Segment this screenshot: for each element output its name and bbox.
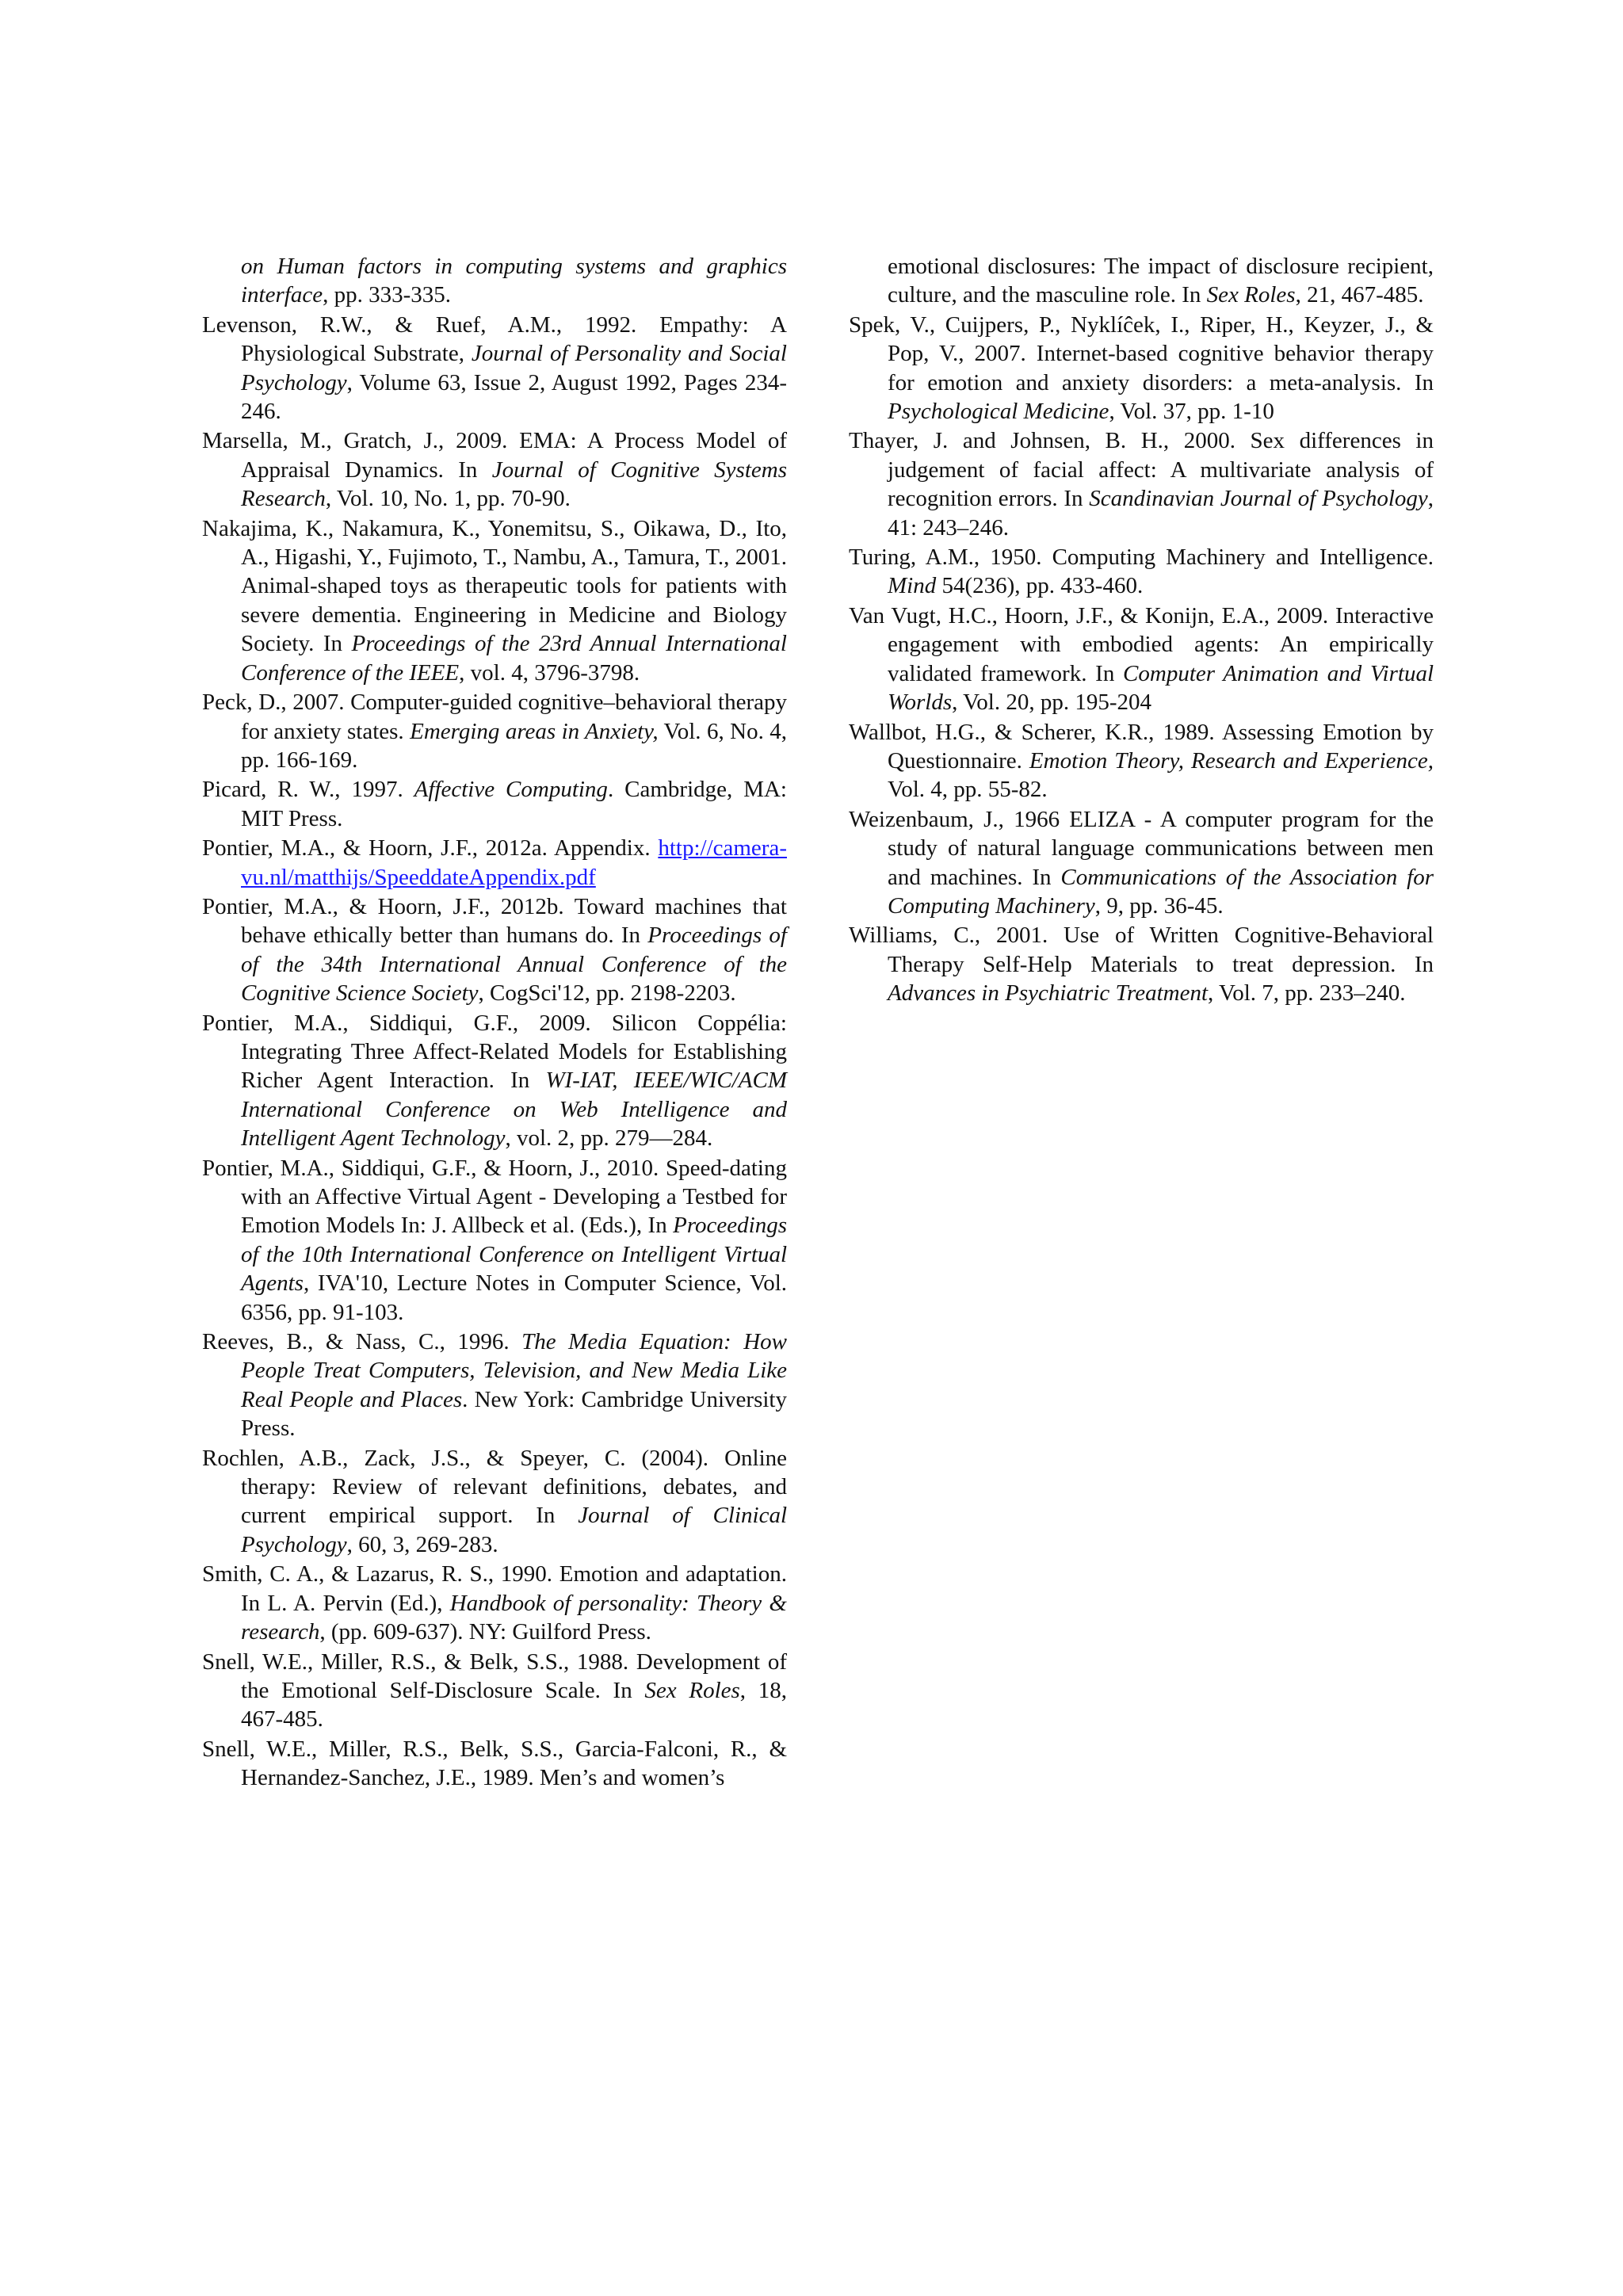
- reference-entry: [849, 921, 1434, 1007]
- reference-text: 54(236), pp. 433-460.: [936, 573, 1144, 599]
- reference-italic-text: on Human factors in computing systems and graphics interface: [241, 254, 787, 308]
- reference-text: Levenson, R.W., & Ruef, A.M., 1992. Empathy: A Physiological Substrate,: [202, 311, 787, 367]
- reference-entry: [202, 426, 787, 513]
- reference-entry: [202, 775, 787, 833]
- reference-entry: [849, 311, 1434, 426]
- reference-italic-text: Journal of Clinical Psychology: [241, 1503, 788, 1557]
- reference-text: , pp. 333-335.: [323, 282, 451, 308]
- reference-text: , Vol. 10, No. 1, pp. 70-90.: [325, 486, 571, 512]
- reference-italic-text: The Media Equation: How People Treat Computers, Television, and New Media Like Real People and Places: [241, 1329, 788, 1412]
- reference-text: Williams, C., 2001. Use of Written Cognitive-Behavioral Therapy Self-Help Materials to treat depression. In: [849, 923, 1434, 977]
- reference-entry: [202, 514, 787, 687]
- reference-text: Pontier, M.A., Siddiqui, G.F., 2009. Silicon Coppélia: Integrating Three Affect-Related Models for Establishing Richer Agent Interaction. In: [202, 1010, 787, 1094]
- reference-text: . New York: Cambridge University Press.: [241, 1386, 787, 1442]
- reference-text: , (pp. 609-637). NY: Guilford Press.: [319, 1619, 651, 1645]
- reference-italic-text: Sex Roles: [1206, 282, 1296, 308]
- reference-text: , vol. 2, pp. 279—284.: [505, 1125, 713, 1152]
- reference-link[interactable]: http://camera-vu.nl/matthijs/SpeeddateAppendix.pdf: [241, 835, 787, 890]
- reference-text: Weizenbaum, J., 1966 ELIZA - A computer program for the study of natural language communications between men and machines. In: [849, 806, 1434, 890]
- reference-entry: [202, 892, 787, 1008]
- reference-text: , Vol. 20, pp. 195-204: [952, 690, 1152, 716]
- reference-text: Nakajima, K., Nakamura, K., Yonemitsu, S., Oikawa, D., Ito, A., Higashi, Y., Fujimoto, T., Nambu, A., Tamura, T., 2001. Animal-shaped toys as therapeutic tools for patients with severe dementia. Engineering in Medicine and Biology Society. In: [202, 515, 787, 657]
- reference-text: Peck, D., 2007. Computer-guided cognitive–behavioral therapy for anxiety states.: [202, 690, 787, 744]
- reference-italic-text: Communications of the Association for Computing Machinery: [888, 864, 1434, 919]
- reference-text: Vol. 6, No. 4, pp. 166-169.: [241, 718, 787, 773]
- reference-text: Pontier, M.A., & Hoorn, J.F., 2012a. Appendix.: [202, 835, 659, 861]
- reference-italic-text: WI-IAT, IEEE/WIC/ACM International Conference on Web Intelligence and Intelligent Agent Technology: [241, 1068, 787, 1152]
- reference-text: Picard, R. W., 1997.: [202, 777, 414, 803]
- reference-italic-text: Advances in Psychiatric Treatment: [888, 980, 1209, 1007]
- reference-text: Snell, W.E., Miller, R.S., Belk, S.S., Garcia-Falconi, R., & Hernandez-Sanchez, J.E., 1989. Men’s and women’s: [202, 1736, 787, 1791]
- reference-italic-text: Journal of Personality and Social Psychology: [241, 341, 787, 395]
- reference-italic-text: Sex Roles: [644, 1677, 740, 1703]
- reference-italic-text: Journal of Cognitive Systems Research: [241, 457, 787, 512]
- reference-entry: [202, 1154, 787, 1327]
- reference-entry: [849, 718, 1434, 804]
- reference-text: , IVA'10, Lecture Notes in Computer Science, Vol. 6356, pp. 91-103.: [241, 1270, 787, 1325]
- reference-text: Reeves, B., & Nass, C., 1996.: [202, 1329, 522, 1355]
- reference-text: Marsella, M., Gratch, J., 2009. EMA: A Process Model of Appraisal Dynamics. In: [202, 428, 787, 483]
- reference-italic-text: Proceedings of of the 34th International Annual Conference of the Cognitive Science Society: [241, 923, 787, 1007]
- reference-italic-text: Psychological Medicine: [888, 399, 1109, 425]
- reference-text: , 9, pp. 36-45.: [1094, 892, 1224, 919]
- reference-text: Wallbot, H.G., & Scherer, K.R., 1989. Assessing Emotion by Questionnaire.: [849, 719, 1434, 774]
- reference-entry: [849, 426, 1434, 542]
- reference-italic-text: Scandinavian Journal of Psychology: [1089, 486, 1428, 512]
- reference-text: Vol. 4, pp. 55-82.: [888, 777, 1048, 803]
- reference-text: , 60, 3, 269-283.: [346, 1531, 498, 1557]
- reference-entry-continued: [849, 252, 1434, 310]
- reference-text: , 18, 467-485.: [241, 1677, 788, 1733]
- reference-text: Snell, W.E., Miller, R.S., & Belk, S.S., 1988. Development of the Emotional Self-Disclosure Scale. In: [202, 1648, 787, 1703]
- references-right-column: [849, 252, 1434, 1009]
- reference-text: Rochlen, A.B., Zack, J.S., & Speyer, C. (2004). Online therapy: Review of relevant definitions, debates, and current empirical support. In: [202, 1445, 787, 1529]
- reference-italic-text: Computer Animation and Virtual Worlds: [888, 660, 1434, 716]
- reference-text: Thayer, J. and Johnsen, B. H., 2000. Sex differences in judgement of facial affect: A multivariate analysis of recognition errors. In: [849, 428, 1434, 512]
- reference-entry: [202, 1648, 787, 1734]
- reference-italic-text: Proceedings of the 10th International Conference on Intelligent Virtual Agents: [241, 1213, 787, 1297]
- reference-text: . Cambridge, MA: MIT Press.: [241, 777, 787, 831]
- reference-text: Spek, V., Cuijpers, P., Nyklíĉek, I., Riper, H., Keyzer, J., & Pop, V., 2007. Internet-based cognitive behavior therapy for emotion and anxiety disorders: a meta-analysis. In: [849, 311, 1434, 395]
- reference-entry: [202, 834, 787, 892]
- reference-entry: [202, 1009, 787, 1153]
- reference-text: , Volume 63, Issue 2, August 1992, Pages 234-246.: [241, 369, 787, 425]
- reference-text: , CogSci'12, pp. 2198-2203.: [478, 980, 736, 1007]
- reference-italic-text: Emerging areas in Anxiety,: [410, 718, 659, 744]
- reference-italic-text: Affective Computing: [414, 777, 608, 803]
- reference-italic-text: Handbook of personality: Theory & research: [241, 1590, 787, 1645]
- reference-italic-text: Emotion Theory, Research and Experience,: [1029, 747, 1434, 774]
- reference-text: Smith, C. A., & Lazarus, R. S., 1990. Emotion and adaptation. In L. A. Pervin (Ed.),: [202, 1561, 787, 1616]
- reference-entry: [202, 1735, 787, 1793]
- reference-entry: [202, 311, 787, 426]
- reference-italic-text: Proceedings of the 23rd Annual International Conference of the IEEE: [241, 631, 787, 686]
- references-left-column: [202, 252, 787, 1794]
- reference-entry: [849, 543, 1434, 601]
- reference-text: , 21, 467-485.: [1295, 282, 1424, 308]
- reference-italic-text: Mind: [888, 573, 937, 599]
- reference-text: , 41: 243–246.: [888, 486, 1434, 541]
- reference-text: , vol. 4, 3796-3798.: [459, 659, 640, 686]
- reference-text: , Vol. 37, pp. 1-10: [1109, 399, 1274, 425]
- reference-text: Van Vugt, H.C., Hoorn, J.F., & Konijn, E.A., 2009. Interactive engagement with embodied agents: An empirically validated framework. In: [849, 602, 1434, 686]
- reference-entry: [202, 1560, 787, 1646]
- reference-text: Turing, A.M., 1950. Computing Machinery and Intelligence.: [849, 544, 1434, 571]
- reference-entry: [202, 688, 787, 774]
- reference-text: emotional disclosures: The impact of disclosure recipient, culture, and the masculine role. In: [888, 254, 1434, 308]
- reference-entry: [849, 602, 1434, 717]
- reference-text: Pontier, M.A., & Hoorn, J.F., 2012b. Toward machines that behave ethically better than humans do. In: [202, 893, 787, 949]
- reference-entry: [202, 1444, 787, 1560]
- reference-text: , Vol. 7, pp. 233–240.: [1208, 980, 1406, 1007]
- reference-text: Pontier, M.A., Siddiqui, G.F., & Hoorn, J., 2010. Speed-dating with an Affective Virtual Agent - Developing a Testbed for Emotion Models In: J. Allbeck et al. (Eds.), In: [202, 1155, 787, 1239]
- reference-entry-continued: [202, 252, 787, 310]
- reference-entry: [202, 1328, 787, 1443]
- reference-entry: [849, 805, 1434, 921]
